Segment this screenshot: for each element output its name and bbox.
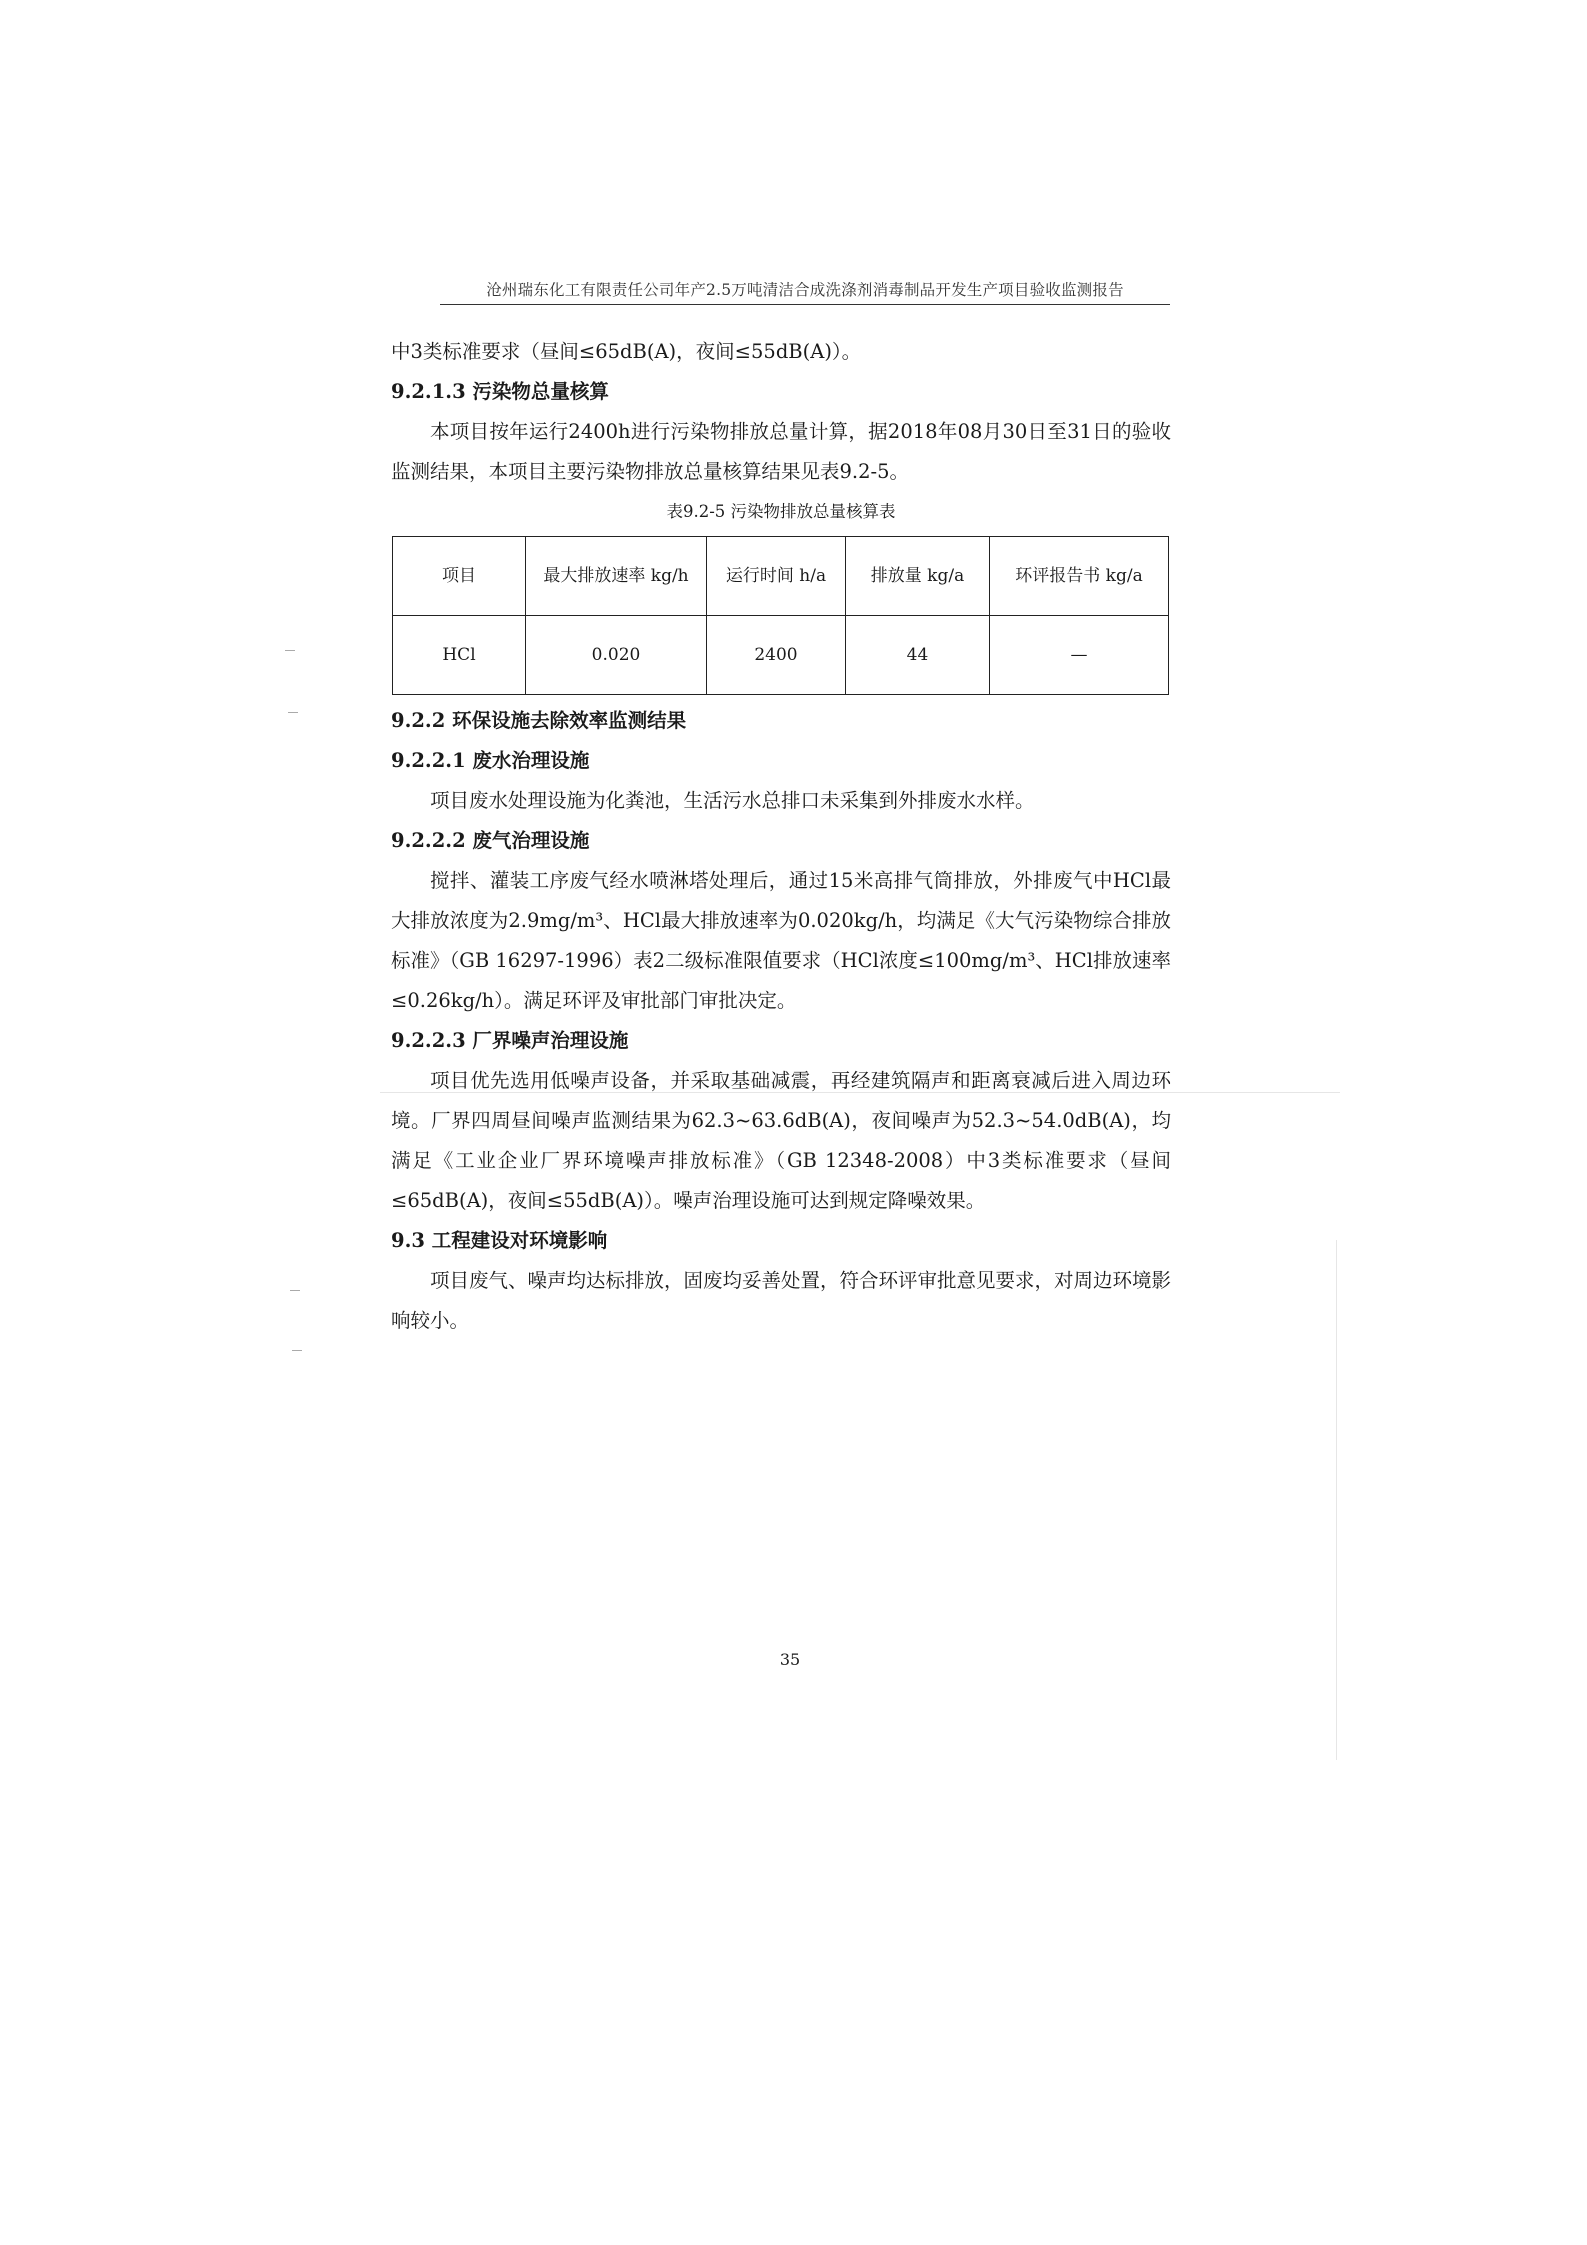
paragraph-9-2-1-3: 本项目按年运行2400h进行污染物排放总量计算，据2018年08月30日至31日的验收监测结果，本项目主要污染物排放总量核算结果见表9.2-5。 — [391, 420, 1171, 483]
scan-artifact-mark — [285, 650, 295, 651]
table-header-cell: 环评报告书 kg/a — [990, 537, 1169, 616]
table-header-cell: 运行时间 h/a — [707, 537, 846, 616]
table-cell: 2400 — [707, 616, 846, 695]
emission-total-table — [392, 536, 1169, 695]
section-heading-9-2-1-3: 9.2.1.3 污染物总量核算 — [391, 380, 609, 403]
table-header-row — [393, 537, 1169, 616]
table-header-cell: 项目 — [393, 537, 526, 616]
table-header-cell: 最大排放速率 kg/h — [526, 537, 707, 616]
continuation-paragraph: 中3类标准要求（昼间≤65dB(A)，夜间≤55dB(A)）。 — [391, 340, 862, 363]
header-rule — [440, 304, 1170, 305]
scan-artifact-mark — [288, 712, 298, 713]
page-content — [391, 332, 1171, 1341]
section-heading-9-2-2-3: 9.2.2.3 厂界噪声治理设施 — [391, 1029, 629, 1052]
scan-artifact-line — [1336, 1240, 1337, 1760]
paragraph-9-3: 项目废气、噪声均达标排放，固废均妥善处置，符合环评审批意见要求，对周边环境影响较小。 — [391, 1269, 1172, 1332]
section-heading-9-3: 9.3 工程建设对环境影响 — [391, 1229, 608, 1252]
page-number: 35 — [779, 1650, 801, 1669]
section-heading-9-2-2: 9.2.2 环保设施去除效率监测结果 — [391, 709, 687, 732]
table-cell: — — [990, 616, 1169, 695]
table-cell: 44 — [846, 616, 990, 695]
table-cell: HCl — [393, 616, 526, 695]
scan-artifact-mark — [290, 1290, 300, 1291]
paragraph-9-2-2-3: 项目优先选用低噪声设备，并采取基础减震，再经建筑隔声和距离衰减后进入周边环境。厂界四周昼间噪声监测结果为62.3~63.6dB(A)，夜间噪声为52.3~54.0dB(A)，均满足《工业企业厂界环境噪声排放标准》（GB 12348-2008）中3类标准要求（昼间≤65dB(A)，夜间≤55dB(A)）。噪声治理设施可达到规定降噪效果。 — [391, 1069, 1171, 1212]
table-row — [393, 616, 1169, 695]
table-cell: 0.020 — [526, 616, 707, 695]
table-header-cell: 排放量 kg/a — [846, 537, 990, 616]
table-caption: 表9.2-5 污染物排放总量核算表 — [666, 502, 896, 521]
scan-artifact-mark — [292, 1350, 302, 1351]
paragraph-9-2-2-1: 项目废水处理设施为化粪池，生活污水总排口未采集到外排废水水样。 — [430, 789, 1035, 812]
running-header: 沧州瑞东化工有限责任公司年产2.5万吨清洁合成洗涤剂消毒制品开发生产项目验收监测报告 — [486, 281, 1124, 299]
section-heading-9-2-2-2: 9.2.2.2 废气治理设施 — [391, 829, 590, 852]
section-heading-9-2-2-1: 9.2.2.1 废水治理设施 — [391, 749, 590, 772]
paragraph-9-2-2-2: 搅拌、灌装工序废气经水喷淋塔处理后，通过15米高排气筒排放，外排废气中HCl最大排放浓度为2.9mg/m³、HCl最大排放速率为0.020kg/h，均满足《大气污染物综合排放标准》（GB 16297-1996）表2二级标准限值要求（HCl浓度≤100mg/m³、HCl排放速率≤0.26kg/h）。满足环评及审批部门审批决定。 — [391, 869, 1171, 1012]
